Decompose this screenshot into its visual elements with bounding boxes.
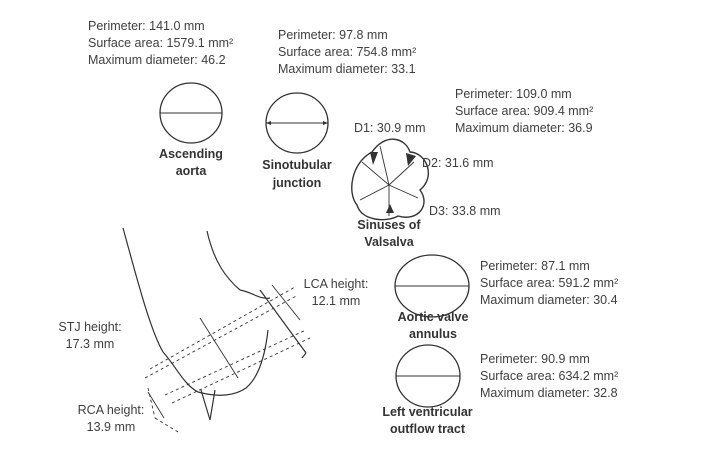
sov-max-diameter: Maximum diameter: 36.9 [455,121,593,135]
aortic-root-outline [123,228,306,420]
rca-height-value: 13.9 mm [86,420,136,434]
height-arrows [148,285,300,418]
lvot-label-2: outflow tract [390,422,465,436]
ascending-aorta-cross-section [160,83,222,143]
stj-max-diameter: Maximum diameter: 33.1 [278,62,416,76]
stj-height-label: STJ height: [58,320,122,334]
ascending-aorta-perimeter: Perimeter: 141.0 mm [88,19,205,33]
stj-perimeter: Perimeter: 97.8 mm [278,28,388,42]
lvot-perimeter: Perimeter: 90.9 mm [480,352,590,366]
ascending-aorta-max-diameter: Maximum diameter: 46.2 [88,53,226,67]
lvot-cross-section [396,345,460,407]
sov-label-2: Valsalva [364,235,414,249]
sov-perimeter: Perimeter: 109.0 mm [455,87,572,101]
ava-perimeter: Perimeter: 87.1 mm [480,259,590,273]
sov-d1: D1: 30.9 mm [354,121,426,135]
sinotubular-junction-cross-section [266,93,328,153]
ascending-aorta-surface-area: Surface area: 1579.1 mm² [88,36,234,50]
sov-d2: D2: 31.6 mm [422,156,494,170]
ava-label-1: Aortic valve [397,310,469,324]
lvot-max-diameter: Maximum diameter: 32.8 [480,386,618,400]
lvot-surface-area: Surface area: 634.2 mm² [480,369,619,383]
stj-height-value: 17.3 mm [65,337,115,351]
sov-label-1: Sinuses of [357,218,421,232]
ava-label-2: annulus [409,327,457,341]
sov-d3: D3: 33.8 mm [429,204,501,218]
rca-height-label: RCA height: [77,403,145,417]
sinuses-of-valsalva-cross-section [352,139,429,219]
stj-label-1: Sinotubular [262,158,332,172]
lca-height-label: LCA height: [303,277,369,291]
stj-surface-area: Surface area: 754.8 mm² [278,45,417,59]
ava-max-diameter: Maximum diameter: 30.4 [480,293,618,307]
ascending-aorta-label-1: Ascending [159,147,223,161]
stj-label-2: junction [272,176,322,190]
ascending-aorta-label-2: aorta [175,164,207,178]
lca-height-value: 12.1 mm [311,294,361,308]
ava-surface-area: Surface area: 591.2 mm² [480,276,619,290]
sov-surface-area: Surface area: 909.4 mm² [455,104,594,118]
lvot-label-1: Left ventricular [382,405,473,419]
aortic-valve-annulus-cross-section [395,255,469,317]
